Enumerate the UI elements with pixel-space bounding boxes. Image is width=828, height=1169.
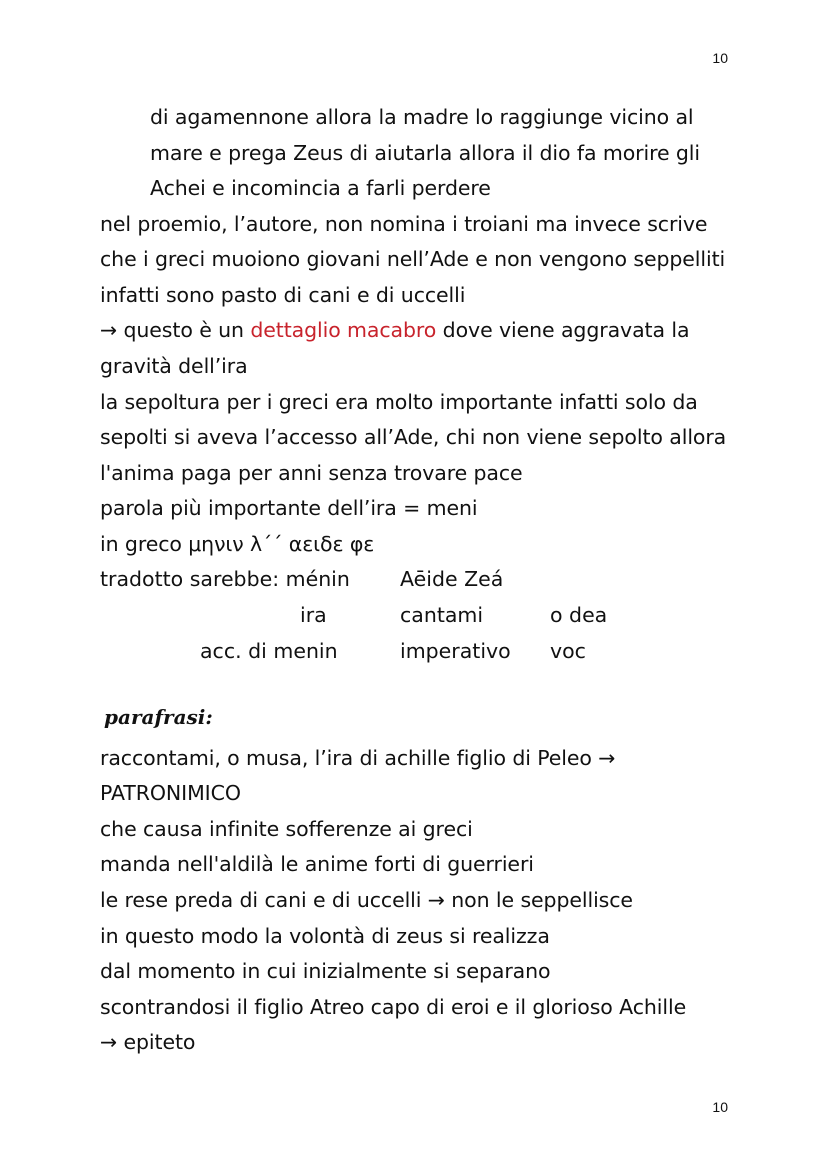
text-line: gravità dell’ira [100,354,248,378]
translation-cell: imperativo [400,639,511,663]
text-line: mare e prega Zeus di aiutarla allora il dio fa morire gli [150,141,701,165]
text-line: Achei e incomincia a farli perdere [150,176,491,200]
text-line: parola più importante dell’ira = meni [100,496,478,520]
text-line: scontrandosi il figlio Atreo capo di eroi e il glorioso Achille [100,995,687,1019]
text-line: in questo modo la volontà di zeus si realizza [100,924,550,948]
text-line: di agamennone allora la madre lo raggiunge vicino al [150,105,694,129]
translation-cell: ira [300,603,327,627]
translation-cell: o dea [550,603,608,627]
text-line: la sepoltura per i greci era molto importante infatti solo da [100,390,698,414]
page-number-top: 10 [712,50,728,66]
translation-label: tradotto sarebbe: ménin [100,567,350,591]
macabro-after: dove viene aggravata la [436,318,690,342]
text-line: → epiteto [100,1030,196,1054]
text-line: che i greci muoiono giovani nell’Ade e non vengono seppelliti [100,247,726,271]
translation-cell: voc [550,639,586,663]
text-line: raccontami, o musa, l’ira di achille figlio di Peleo → [100,746,616,770]
text-line: PATRONIMICO [100,781,241,805]
macabro-before: → questo è un [100,318,251,342]
page-number-bottom: 10 [712,1099,728,1115]
greek-line: in greco μηνιν λ΄΄ αειδε φε [100,532,375,556]
translation-cell: cantami [400,603,484,627]
section-heading: parafrasi: [104,705,213,729]
highlight-macabro: dettaglio macabro [250,318,437,342]
text-line: nel proemio, l’autore, non nomina i troiani ma invece scrive [100,212,708,236]
text-line: l'anima paga per anni senza trovare pace [100,461,523,485]
text-line: infatti sono pasto di cani e di uccelli [100,283,466,307]
macabro-line [100,312,689,348]
text-line: che causa infinite sofferenze ai greci [100,817,473,841]
translation-cell: acc. di menin [200,639,338,663]
text-line: sepolti si aveva l’accesso all’Ade, chi non viene sepolto allora [100,425,727,449]
text-line: le rese preda di cani e di uccelli → non le seppellisce [100,888,633,912]
translation-cell: Aēide Zeá [400,567,504,591]
text-line: dal momento in cui inizialmente si separano [100,959,551,983]
text-line: manda nell'aldilà le anime forti di guerrieri [100,852,534,876]
